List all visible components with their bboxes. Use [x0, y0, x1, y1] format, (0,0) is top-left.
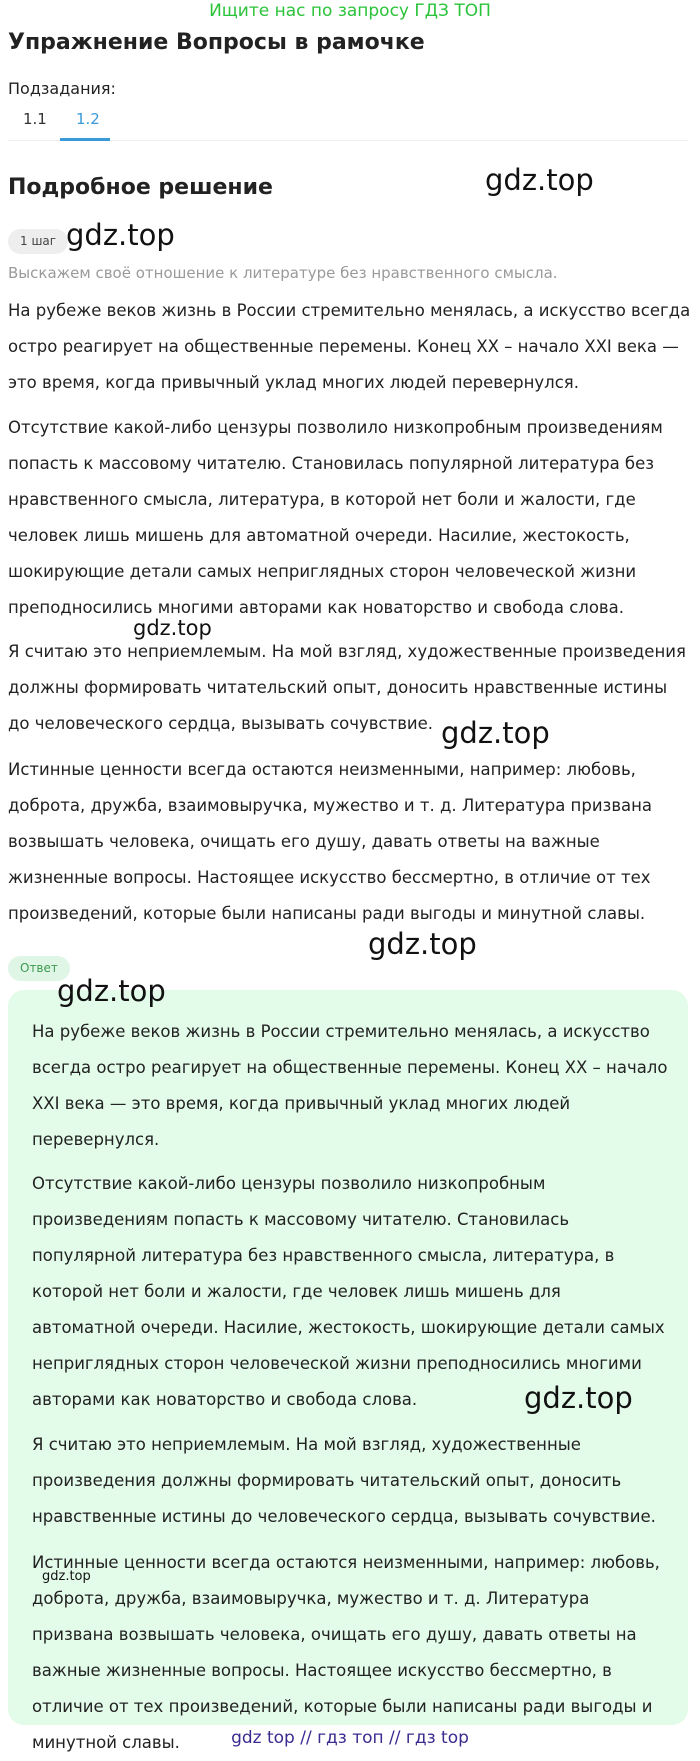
solution-paragraph-3: Я считаю это неприемлемым. На мой взгляд, художественные произведения должны формировать читательский опыт, доносить нравственные истины до человеческого сердца, вызывать сочувствие.: [8, 642, 686, 733]
watermark: gdz.top: [441, 716, 550, 750]
watermark: gdz.top: [42, 1569, 91, 1584]
answer-paragraph-4: Истинные ценности всегда остаются неизменными, например: любовь, доброта, дружба, взаимовыручка, мужество и т. д. Литература призвана возвышать человека, очищать его душу, давать ответы на важные жизненные вопросы. Настоящее искусство бессмертно, в отличие от тех произведений, которые были написаны ради выгоды и минутной славы.: [32, 1553, 660, 1752]
search-banner: Ищите нас по запросу ГДЗ ТОП: [209, 1, 491, 21]
watermark: gdz.top: [524, 1381, 633, 1415]
subtasks-label: Подзадания:: [8, 79, 116, 98]
solution-paragraph-2: Отсутствие какой-либо цензуры позволило низкопробным произведениям попасть к массовому читателю. Становилась популярной литература без нравственного смысла, литература, в которой нет боли и жалости, где человек лишь мишень для автоматной очереди. Насилие, жестокость, шокирующие детали самых неприглядных сторон человеческой жизни преподносились многими авторами как новаторство и свобода слова.: [8, 418, 663, 617]
active-tab-indicator: [60, 138, 110, 141]
watermark: gdz.top: [368, 927, 477, 961]
step-badge: 1 шаг: [8, 229, 68, 254]
page-title: Упражнение Вопросы в рамочке: [8, 30, 425, 55]
answer-paragraph-2: Отсутствие какой-либо цензуры позволило низкопробным произведениям попасть к массовому читателю. Становилась популярной литература без нравственного смысла, литература, в которой нет боли и жалости, где человек лишь мишень для автоматной очереди. Насилие, жестокость, шокирующие детали самых неприглядных сторон человеческой жизни преподносились многими авторами как новаторство и свобода слова.: [32, 1174, 665, 1409]
watermark: gdz.top: [485, 163, 594, 197]
watermark: gdz.top: [57, 974, 166, 1008]
answer-paragraph-3: Я считаю это неприемлемым. На мой взгляд, художественные произведения должны формировать читательский опыт, доносить нравственные истины до человеческого сердца, вызывать сочувствие.: [32, 1435, 656, 1526]
step-hint: Выскажем своё отношение к литературе без нравственного смысла.: [8, 264, 558, 282]
answer-badge: Ответ: [8, 956, 70, 981]
tab-1-2[interactable]: 1.2: [76, 110, 100, 128]
section-title: Подробное решение: [8, 175, 273, 200]
solution-paragraph-1: На рубеже веков жизнь в России стремительно менялась, а искусство всегда остро реагирует на общественные перемены. Конец XX – начало XXI века — это время, когда привычный уклад многих людей перевернулся.: [8, 301, 691, 392]
watermark: gdz.top: [66, 218, 175, 252]
answer-paragraph-1: На рубеже веков жизнь в России стремительно менялась, а искусство всегда остро реагирует на общественные перемены. Конец XX – начало XXI века — это время, когда привычный уклад многих людей перевернулся.: [32, 1022, 668, 1149]
watermark: gdz.top: [133, 616, 212, 640]
subtask-tabs: [8, 106, 688, 141]
solution-paragraph-4: Истинные ценности всегда остаются неизменными, например: любовь, доброта, дружба, взаимовыручка, мужество и т. д. Литература призвана возвышать человека, очищать его душу, давать ответы на важные жизненные вопросы. Настоящее искусство бессмертно, в отличие от тех произведений, которые были написаны ради выгоды и минутной славы.: [8, 760, 653, 923]
footer-links[interactable]: gdz top // гдз топ // гдз top: [231, 1728, 469, 1748]
tab-1-1[interactable]: 1.1: [23, 110, 47, 128]
